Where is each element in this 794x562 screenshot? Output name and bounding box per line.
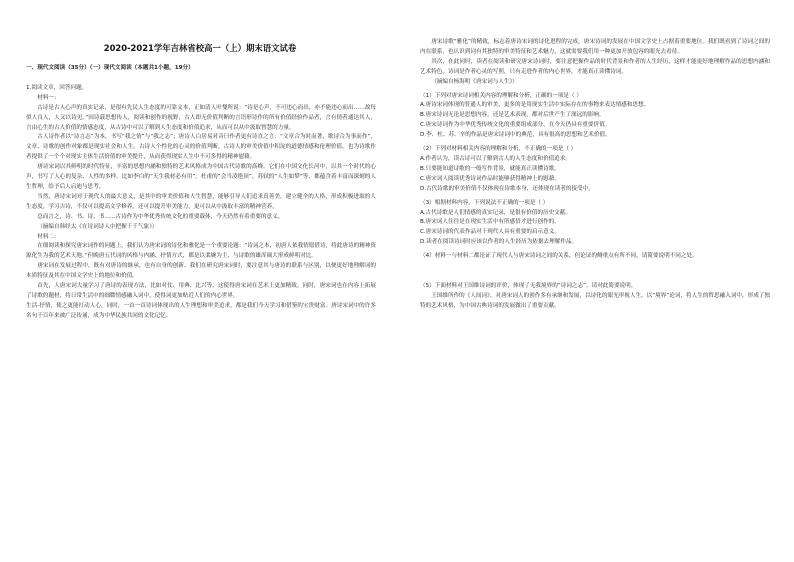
paragraph: 总而言之，诗、书、诗、书……古诗作为中华优秀传统文化的重要载体，今天仍然有着重要的意义。: [37, 213, 284, 220]
source-citation: （摘编自韩经太《在诗词诗人中把握千千气象》）: [37, 223, 158, 230]
paragraph: 其次，在此同时，读者在阅读和研究唐宋诗词时，要注意把握作品的时代背景和作者的人生经历，这样才能更好地理解作品的思想内涵和艺术特色。诗词是作者心灵的写照，只有走进作者的内心世界，才能真正读懂诗词。: [420, 58, 770, 75]
question-stem: （3）根据材料内容，下列说法不正确的一项是（ ）: [420, 199, 549, 206]
left-column: [26, 64, 376, 322]
material-label: 材料一：: [37, 94, 60, 101]
option: C.唐宋词人阅读优秀诗词作品时能够获得精神上的慰藉。: [420, 175, 560, 182]
material-label: 材料二：: [37, 233, 60, 240]
question-material: 王国维所作的《人间词》，对唐宋词人的创作多有承继和发展，以诗化的眼光审视人生，以“境界”论词，将人生的哲思融入词中，形成了独特的艺术风格，为中国古典诗词的发展做出了重要贡献。: [420, 292, 770, 309]
option: C.唐宋诗词的代表作品对于现代人具有重要的启示意义。: [420, 229, 560, 236]
paragraph: 生活-抒情，使之更能打动人心。同时，一首一首诗词体现出的人生理想和审美追求，都是我们今天学习和借鉴的宝贵财富。唐诗宋词中的许多名句千百年来被广泛传诵，成为中华民族共同的文化记忆。: [26, 302, 376, 319]
option: C.唐宋诗词作为中华优秀传统文化的重要组成部分，在今天仍具有重要价值。: [420, 122, 611, 129]
question-stem: （4）材料一与材料二都论证了现代人与唐宋诗词之间的关系，但论证的侧重点有所不同，请简要说明不同之处。: [420, 253, 698, 260]
paragraph: 当然，唐诗宋词对于现代人的最大意义，是其中的审美价值和人生智慧，能够引导人们追求真善美，建立健全的人格，形成积极进取的人生态度。学习古诗，不仅可以提高文学修养，还可以提升审美能力，更可以从中汲取丰富的精神营养。: [26, 193, 376, 210]
section-heading: 一、现代文阅读（35分）（一）现代文阅读（本题共1小题，19分）: [26, 65, 194, 71]
paragraph: 在细阅读和探究唐宋词作的问题上，我们认为唐宋词的诗化和雅化是一个重要论题：“诗词之本，初唐人依我情愿借诗，将此唐诗的精神资源化生为我的艺术天地。”但晚唐五代词的风格与内涵、抒情方式，都是以柔婉为主，与诗歌的雄浑阔大形成鲜明对比。: [26, 243, 376, 260]
paragraph: 唐诗宋词以其鲜明的时代特征，丰富的思想内涵和独特的艺术风格成为中国古代诗歌的高峰。它们在中国文化长河中，以其一个时代的心声，书写了人心的复杂、人性的多样。比如李白的“天生我材必有用”，杜甫的“会当凌绝顶”，苏轼的“人生如梦”等，都蕴含着丰富而深刻的人生哲理，给予后人启迪与思考。: [26, 164, 376, 190]
option: B.唐宋诗词无论是思想内容，还是艺术表现，都对后世产生了深远的影响。: [420, 112, 605, 119]
question-stem: （1）下列对唐宋诗词相关内容的理解和分析，正确的一项是（ ）: [420, 92, 582, 99]
exam-title: 2020-2021学年吉林省校高一（上）期末语文试卷: [103, 43, 297, 53]
option: B.唐宋词人往往是在现实生活中有所感悟才进行创作的。: [420, 219, 560, 226]
paragraph: 唐宋诗歌“雅化”的精致，标志着唐诗宋词的诗化进程的完成，唐宋诗词的发展在中国文学史上占据着重要地位。我们既看到了诗词之间的内在联系，也认识到词有其独特的审美特征和艺术魅力，这就需要我们用一种更加开放包容的眼光去看待。: [420, 39, 770, 55]
paragraph: 唐宋词在发展过程中，既有对唐诗的继承，也有自身的创新。我们在研究唐宋词时，要注意其与唐诗的联系与区别，以便更好地理解词的本质特征及其在中国文学史上的地位和价值。: [26, 263, 376, 280]
paragraph: 首先，人唐宋词大量学习了唐诗的表现方法，比如对仗、用典、比兴等，这使得唐宋词在艺术上更加精致。同时，唐宋词也在内容上拓展了诗歌的题材，将日常生活中的细微情感融入词中，使得词更加贴近人们的内心世界。: [26, 283, 376, 299]
question-stem: （2）下列对材料相关内容的理解和分析，不正确的一项是（ ）: [420, 146, 577, 153]
source-citation: （摘编自杨海明《唐宋词与人生》）: [431, 78, 518, 85]
option: A.作者认为，读古诗可以了解到古人的人生态度和价值追求。: [420, 155, 571, 162]
paragraph: 古诗是古人心声的真实记录，是很有先民人生态度的可靠文本，正如清人叶燮所说：“诗是心声，不可违心而出，亦不能违心而出……故每似人良人，人又以诗见。”因诗载思想传人，阅读和创作的视野，古人即无价值判断的言语形诗作的所有价值经验作品者，言有情者通达其人，言由心生的古人价值的情感态度，从古诗中可以了解到人生态度和价值追求，从而可以从中汲取智慧的力量。: [26, 104, 376, 131]
paragraph: 古人诗作者以“诗言志”为本，书写“我之情”与“我之志”；唐诗人白居易对音曰作者更有诗直之言：“文章合为时而著，歌诗合为事而作”，文章、诗歌的创作对象都是现实社会和人生。古诗人个性化的心灵的价值判断，古诗人的审美价值中积淀的道德情感和伦理价值，也为诗歌作者提供了一个个对现实主体生活价值的审美提升，从而获得现实人生中不可多得的精神慰藉。: [26, 134, 376, 161]
option: D.李、杜、苏、辛的作品是唐宋诗词中的典范，具有很高的思想和艺术价值。: [420, 132, 611, 139]
option: B.只要能知道诗歌的一般写作背景，就能真正读懂诗歌。: [420, 165, 560, 172]
option: A.古代诗歌是人们情感的真实记录，是很有价值的历史文献。: [420, 209, 571, 216]
question-stem: （5）下面材料对王国维诗词的评价，体现了无我境界的“诗词之志”。请对此简要说明。: [420, 283, 637, 290]
right-column: [420, 38, 770, 312]
question-instruction: 1.阅读文章，回答问题。: [26, 84, 88, 91]
option: D.读者在阅读诗词时应该以作者的人生经历为依据去理解作品。: [420, 239, 578, 246]
option: D.古代诗歌的审美价值不仅体现在诗歌本身，还体现在读者的接受中。: [420, 185, 594, 192]
option: A.唐诗宋词体现的普通人的审美，更多的是用现实生活中实际存在的事物来表达情感和思想。: [420, 102, 650, 109]
